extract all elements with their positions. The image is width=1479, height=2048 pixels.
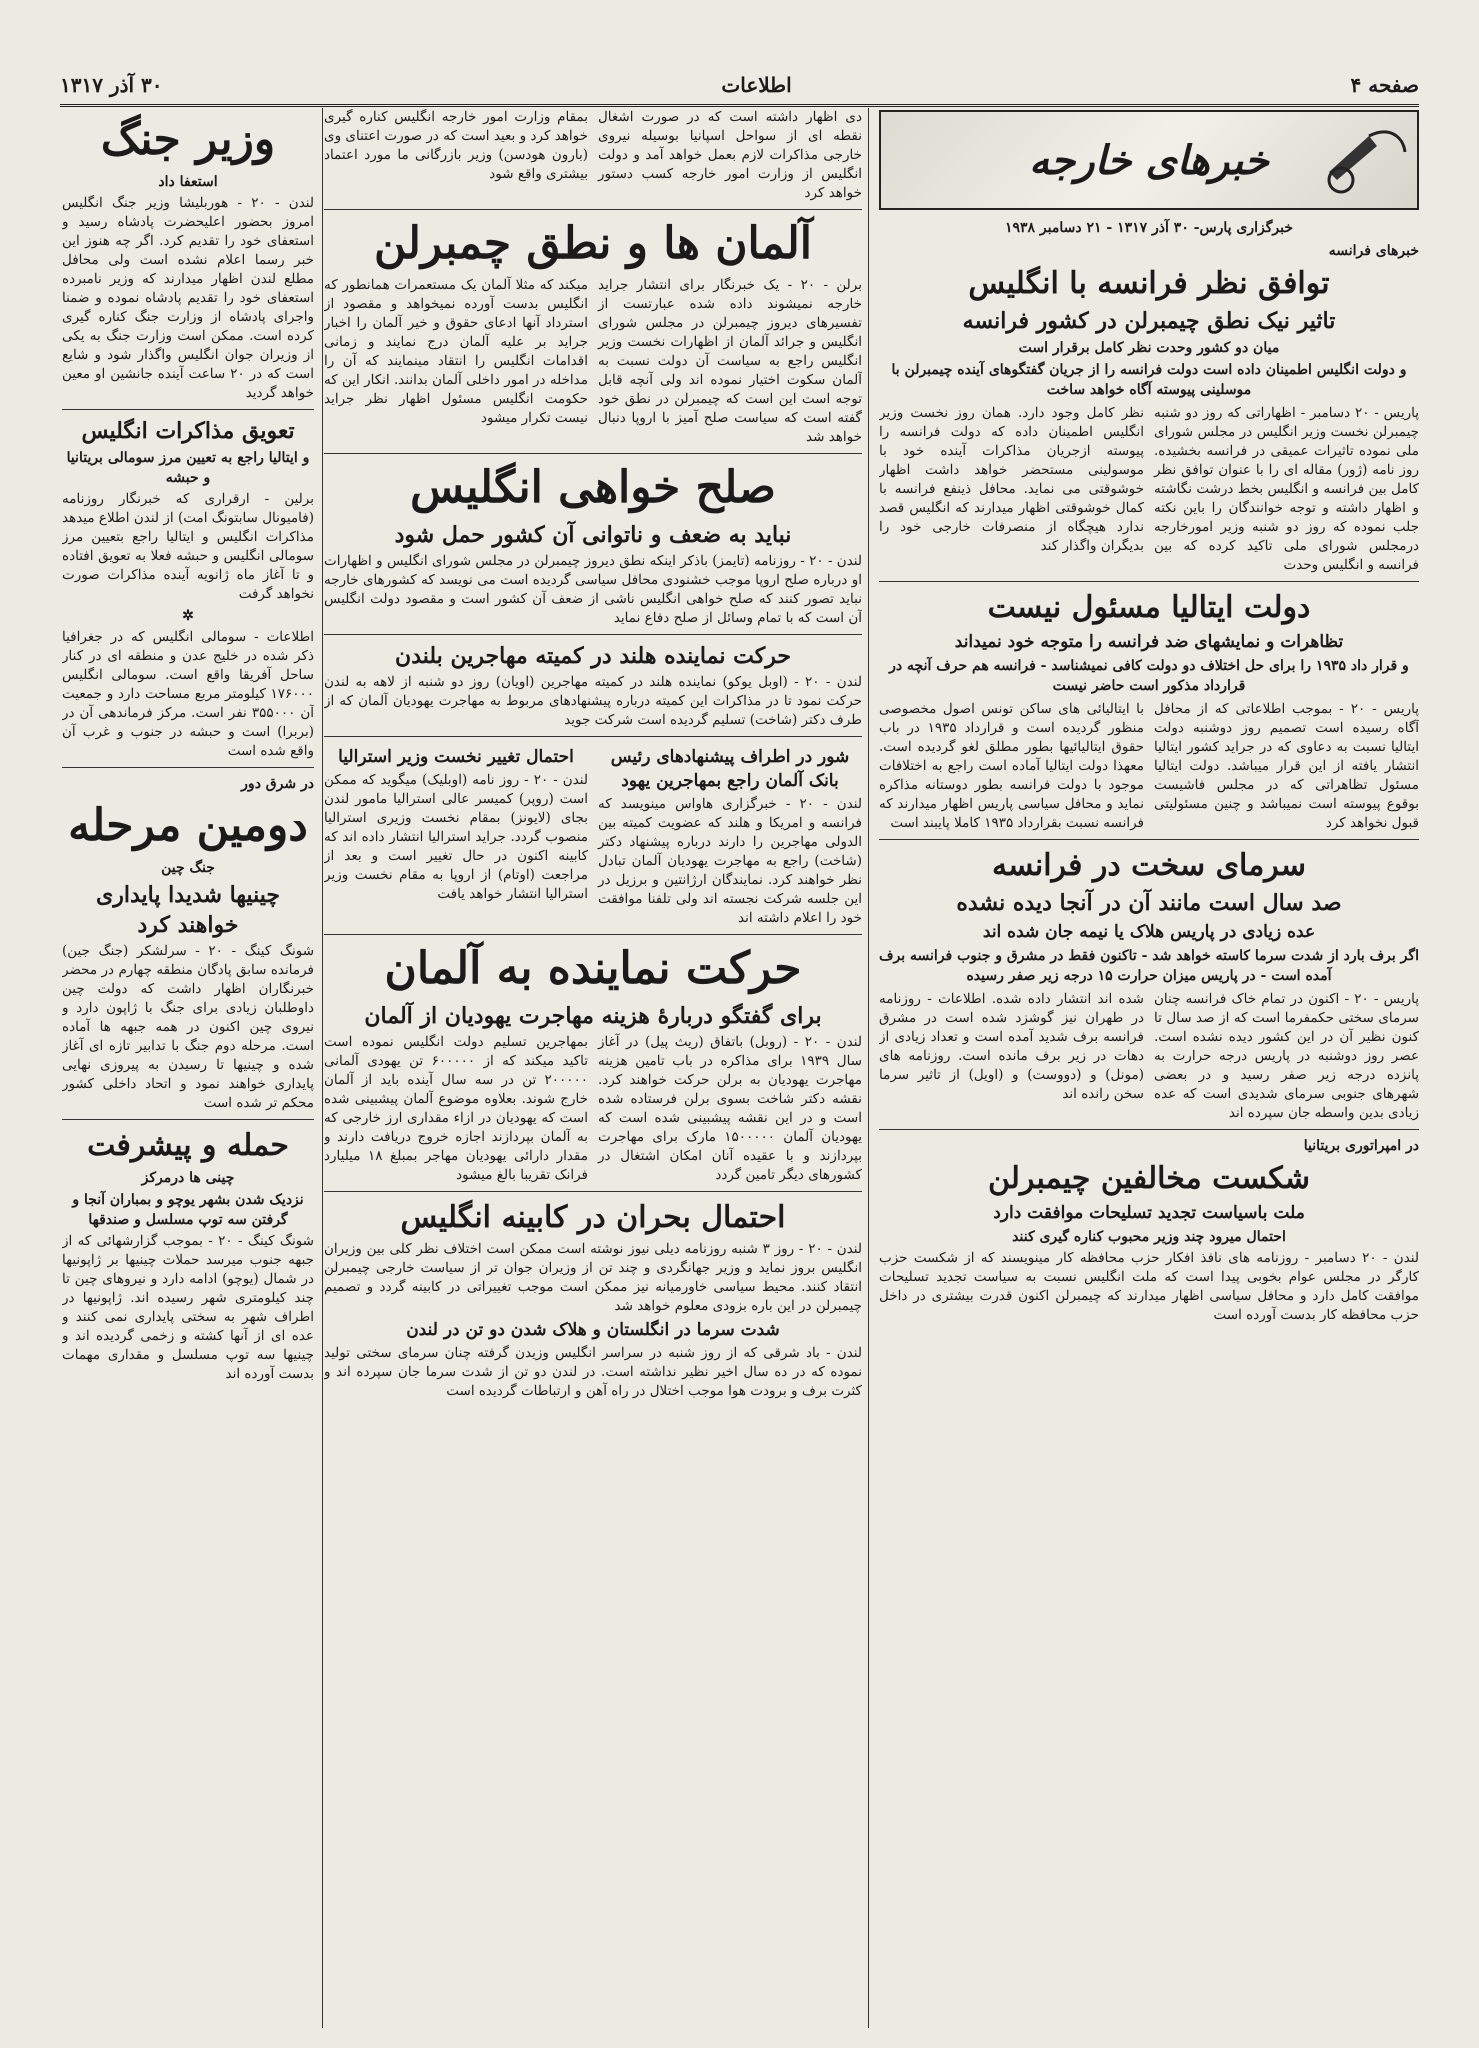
headline: سرمای سخت در فرانسه: [992, 848, 1306, 883]
body-text: برلین - ارقراری که خبرنگار روزنامه (فامیونال سابتونگ امت) از لندن اطلاع میدهد مذاکرات انگلیس و ایتالیا راجع بتعیین مرز سومالی انگلیس و حبشه فعلا به تعویق افتاده و تا آغاز ماه ژانویه آینده مذاکرات صورت نخواهد گرفت: [62, 491, 314, 602]
gramophone-icon: [1319, 122, 1409, 198]
story-body: [324, 1033, 862, 1185]
story-body: [324, 276, 862, 447]
subheadline: و ایتالیا راجع به تعیین مرز سومالی بریتانیا و حبشه: [66, 450, 310, 486]
divider: [879, 581, 1419, 582]
headline: احتمال بحران در کابینه انگلیس: [400, 1200, 786, 1235]
headline: شکست مخالفین چیمبرلن: [987, 1161, 1311, 1196]
body-text: برلن - ۲۰ - یک خبرنگار برای انتشار جراید خارجه نمیشوند داده شده عبارتست از تفسیرهای دیروز چیمبرلن در مجلس شورای انگلیس و جرائد آلمان از اظهارات نخست وزیر انگلیس راجع به سیاست آن دولت نسبت به آلمان سکوت اختیار نموده اند ولی آنچه قابل توجه است این است که چیمبرلن در نطق خود گفته است که سیاست صلح آمیز با اروپا دنبال خواهد شد: [598, 277, 862, 445]
deck: چینیها شدیدا پایداری خواهند کرد: [96, 882, 280, 938]
story-body: [324, 108, 862, 203]
subheadline: استعفا داد: [158, 174, 218, 190]
body-text: با ایتالیائی های ساکن تونس اصول مخصوصی منظور گردیده است و قرارداد ۱۹۳۵ در باب حقوق ایتالیائیها بطور مطلق لغو گردیده است. معهذا دولت ایتالیا آماده است راجع به اختلافات موجود با دولت فرانسه بطور دوستانه مذاکره نماید و محافل سیاسی پاریس اظهار میدارند که فرانسه نسبت بقرارداد ۱۹۳۵ کاملا پایبند است: [879, 701, 1144, 831]
body-text: لندن - ۲۰ - روز ۳ شنبه روزنامه دیلی نیوز نوشته است ممکن است اختلاف نظر کلی بین وزیران انگلیس بروز نماید و وزیر جهانگردی و چند تن از وزیران جوان تر از سیاست خارجی چیمبرلن انتقاد کنند. محیط سیاسی خاورمیانه نیز ممکن است موجب تغییراتی در کابینه گردد و تصمیم چیمبرلن در این باره بزودی معلوم خواهد شد: [324, 1241, 862, 1314]
body-text: میکند که مثلا آلمان یک مستعمرات همانطور که انگلیس بدست آورده نمیخواهد و مقصود از استرداد آنها ادعای حقوق و خیر آلمان را اخبار جراید بر علیه آلمان درج نمایند و زمانی اقدامات انگلیس را انتقاد مینمایند که آن را مداخله در امور داخلی آلمان بدانند. انکار این که حکومت انگلیس مسئول اظهار نظر جراید نیست تکرار میشود: [324, 277, 588, 426]
issue-date: ۳۰ آذر ۱۳۱۷: [60, 73, 163, 97]
deck: عده زیادی در پاریس هلاک یا نیمه جان شده اند: [982, 922, 1316, 942]
deck: احتمال میرود چند وزیر محبوب کناره گیری کنند: [1012, 1229, 1286, 1245]
body-text: شونگ کینگ - ۲۰ - سرلشکر (جنگ جین) فرمانده سابق پادگان منطقه چهارم در محضر خبرنگاران اظهار داشت که دولت چین داوطلبان زیادی برای جنگ با ژاپون دارد و نیروی چین اکنون در همه جبهه ها آماده است. مرحله دوم جنگ با تدابیر تازه ای آغاز شده و چینیها تا رسیدن به پیروزی نهایی پایداری خواهند نمود و اتحاد داخلی کشور محکم تر شده است: [62, 943, 314, 1111]
body-text: لندن - ۲۰ - (اوبل یوکو) نماینده هلند در کمیته مهاجرین (اویان) روز دو شنبه از لاهه به لندن حرکت نمود تا در مذاکرات این کمیته درباره پیشنهادهای مربوط به مهاجرت یهودیان آلمان که از طرف دکتر (شاخت) تسلیم گردیده است شرکت جوید: [324, 674, 862, 728]
divider: [324, 634, 862, 635]
deck: اگر برف بارد از شدت سرما کاسته خواهد شد - تاکنون فقط در مشرق و جنوب فرانسه برف آمده است - در پاریس میزان حرارت ۱۵ درجه زیر صفر رسیده: [879, 948, 1419, 984]
column-rule: [868, 108, 869, 2028]
column-rule: [322, 108, 323, 2028]
column-left: [62, 108, 314, 2018]
subheadline: تاثیر نیک نطق چیمبرلن در کشور فرانسه: [962, 308, 1336, 334]
story-pair: [324, 743, 862, 928]
divider: [62, 767, 314, 768]
subheadline: جنگ چین: [161, 860, 215, 876]
foreign-news-banner: [879, 110, 1419, 210]
headline: احتمال تغییر نخست وزیر استرالیا: [338, 747, 574, 767]
subheadline: تظاهرات و نمایشهای ضد فرانسه را متوجه خود نمیداند: [954, 632, 1344, 652]
headline: حمله و پیشرفت: [87, 1128, 289, 1163]
body-text: لندن - ۲۰ - روزنامه (تایمز) باذکر اینکه نطق دیروز چیمبرلن در مجلس شورای انگلیس و اظهارات او درباره صلح اروپا موجب خشنودی محافل سیاسی گردیده است می نویسد که کشورهای خارجه نباید تصور کنند که صلح خواهی انگلیس ناشی از ضعف آن کشور است و مقصود دولت انگلیس آن است که با تمام وسائل از صلح دفاع نماید: [324, 553, 862, 626]
dateline: خبرگزاری پارس- ۳۰ آذر ۱۳۱۷ - ۲۱ دسامبر ۱۹۳۸: [1004, 220, 1294, 236]
section-label: خبرهای فرانسه: [1328, 243, 1419, 259]
body-text: پاریس - ۲۰ دسامبر - اظهاراتی که روز دو شنبه چیمبرلن نخست وزیر انگلیس در مجلس شورای ملی نموده تاثیرات عمیقی در فرانسه بخشیده. روز نامه (ژور) مقاله ای را با عنوان توافق نظر کامل بین فرانسه و انگلیس بخط درشت نگاشته و اظهار داشته و توجه خوانندگان را باین نکته جلب نموده که روز دو شنبه وزیر امورخارجه درمجلس شورای ملی تاکید کرده که بین فرانسه و انگلیس وحدت: [1154, 405, 1419, 573]
headline: حرکت نماینده به آلمان: [384, 943, 802, 994]
body-text: نظر کامل وجود دارد. همان روز نخست وزیر انگلیس اطمینان داده که دولت فرانسه را پیوسته ازجریان مذاکرات آینده خود با موسولینی مستحضر خواهد داشت اظهار خوشوقتی می نماید. محافل ذینفع فرانسه با کمال خوشوقتی اظهار میدارند که انگلیس قصد ندارد هیچگاه از منصرفات خارجی خود را بدیگران واگذار کند: [879, 405, 1144, 554]
story-block: [598, 743, 862, 928]
headline: شور در اطراف پیشنهادهای رئیس بانک آلمان راجع بمهاجرین یهود: [610, 747, 850, 791]
divider: [324, 934, 862, 935]
body-text: اطلاعات - سومالی انگلیس که در جغرافیا ذکر شده در خلیج عدن و منطقه ای در کنار ساحل آفریقا واقع است. سومالی انگلیس ۱۷۶۰۰۰ کیلومتر مربع مساحت دارد و جمعیت آن ۳۵۵۰۰۰ نفر است. مرکز فرماندهی آن در (بربرا) است و حبشه در جنوب و غرب آن واقع شده است: [62, 629, 314, 759]
column-right: [879, 108, 1419, 2018]
divider: [879, 839, 1419, 840]
subheadline: چینی ها درمرکز: [141, 1170, 235, 1186]
headline: تعویق مذاکرات انگلیس: [81, 418, 295, 444]
body-text: لندن - ۲۰ - هوربلیشا وزیر جنگ انگلیس امروز بحضور اعلیحضرت پادشاه رسید و استعفای خود را تقدیم کرد. اگر چه هنوز این خبر رسما اعلام نشده است ولی محافل مطلع لندن اظهار میدارند که وزیر نامبرده استعفای خود را تقدیم پادشاه نموده و ضمنا واجرای پادشاه از وزارت جنگ کناره گیری کرده است. ممکن است وزارت جنگ به یکی از وزیران جوان انگلیس واگذار شود و شایع است که در ۲۰ ساعت آینده جانشین او معین خواهد گردید: [62, 195, 314, 401]
deck: میان دو کشور وحدت نظر کامل برقرار است: [1018, 340, 1280, 356]
divider: [324, 209, 862, 210]
body-text: لندن - ۲۰ - (روبل) باتفاق (ریث پیل) در آغاز سال ۱۹۳۹ برای مذاکره در باب تامین هزینه مهاجرت یهودیان به برلن حرکت خواهند کرد. نقشه دکتر شاخت بسوی برلن فرستاده شده است و در این نقشه پیشبینی شده است که یهودیان آلمان ۱۵۰۰۰۰۰ مارک برای مهاجرت بپردازند و با عقیده آنان امکان اشتغال در کشورهای دیگر تامین گردد: [598, 1034, 862, 1183]
headline: توافق نظر فرانسه با انگلیس: [968, 266, 1330, 301]
column-middle: [324, 108, 862, 2018]
subheadline: صد سال است مانند آن در آنجا دیده نشده: [956, 890, 1342, 916]
headline: آلمان ها و نطق چمبرلن: [373, 218, 813, 269]
body-text: لندن - ۲۰ - روز نامه (اوبلیک) میگوید که ممکن است (روپر) کمیسر عالی استرالیا مامور لندن بجای (لایونز) بمقام نخست وزیری استرالیا منصوب گردد. جراید استرالیا انتشار داده اند که کابینه اکنون در حال تغییر است و بعد از مراجعت (اوتام) از اروپا به مقام نخست وزیر استرالیا انتشار خواهد یافت: [324, 772, 588, 902]
paper-name: اطلاعات: [721, 73, 792, 97]
running-header: [60, 70, 1419, 107]
section-label: در شرق دور: [241, 776, 314, 792]
headline: شدت سرما در انگلستان و هلاک شدن دو تن در لندن: [406, 1320, 780, 1340]
body-text: بمقام وزارت امور خارجه انگلیس کناره گیری خواهد کرد و بعید است که در صورت اعتنای وی (بارون هودسن) وزیر بازرگانی ما مورد اعتماد بیشتری واقع شود: [324, 109, 588, 182]
subheadline: ملت باسیاست تجدید تسلیحات موافقت دارد: [993, 1203, 1305, 1223]
story-body: [879, 404, 1419, 575]
story-body: [879, 990, 1419, 1123]
divider: [62, 1119, 314, 1120]
body-text: پاریس - ۲۰ - اکنون در تمام خاک فرانسه چنان سرمای سختی حکمفرما است که از صد سال تا کنون نظیر آن در این کشور دیده نشده است. عصر روز دوشنبه در پاریس درجه حرارت به پانزده درجه زیر صفر رسید و در بعضی شهرهای جنوبی سرمای شدیدی است که عده زیادی بدین واسطه جان سپرده اند: [1154, 991, 1419, 1121]
deck: نزدیک شدن بشهر یوچو و بمباران آنجا و گرفتن سه توپ مسلسل و صندقها: [72, 1192, 304, 1228]
body-text: لندن - ۲۰ - خبرگزاری هاواس مینویسد که فرانسه و امریکا و هلند که عضویت کمیته بین الدولی مهاجرین را دارند درباره پیشنهاد دکتر (شاخت) راجع به مهاجرت یهودیان آلمان تبادل نظر خواهند کرد. نمایندگان ارژانتین و برزیل در این جلسه شرکت نجسته اند ولی تلفنا موافقت خود را اعلام داشته اند: [598, 796, 862, 926]
subheadline: برای گفتگو دربارهٔ هزینه مهاجرت یهودیان از آلمان: [364, 1003, 822, 1029]
body-text: پاریس - ۲۰ - بموجب اطلاعاتی که از محافل آگاه رسیده است تصمیم روز دوشنبه دولت ایتالیا نسبت به دعاوی که در جراید کشور ایتالیا انتشار یافته از این قرار میباشد. دولت ایتالیا مسئول تظاهراتی که در مجلس فاشیست بوقوع پیوسته است نمیباشد و چنین مسئولیتی قبول نخواهد کرد: [1154, 701, 1419, 831]
divider: [879, 1129, 1419, 1130]
body-text: لندن - باد شرقی که از روز شنبه در سراسر انگلیس وزیدن گرفته چنان سرمای سختی تولید نموده که در ده سال اخیر نظیر نداشته است. در لندن دو تن از شدت سرما جان سپرده اند و کثرت برف و برودت هوا موجب اختلال در راه آهن و ارتباطات گردیده است: [324, 1345, 862, 1399]
headline: حرکت نماینده هلند در کمیته مهاجرین بلندن: [395, 643, 791, 669]
banner-title: خبرهای خارجه: [1029, 136, 1269, 184]
story-block: [324, 743, 588, 928]
deck: و دولت انگلیس اطمینان داده است دولت فرانسه را از جریان گفتگوهای آینده چیمبرلن با موسلینی پیوسته آگاه خواهد ساخت: [891, 362, 1407, 398]
body-text: بمهاجرین تسلیم دولت انگلیس نموده است تاکید میکند که از ۶۰۰۰۰۰ تن یهودی آلمانی ۲۰۰۰۰۰ تن در سه سال آینده باید از آلمان خارج شوند. بعلاوه موضوع آلمان پیشبینی شده است که یهودیان در ازاء مقداری ارز خارجی که به آلمان بپردازند اجازه خروج دریافت دارند و مقدار دارائی یهودیان مهاجر بمبلغ ۱۸ میلیارد فرانک تقریبا بالغ میشود: [324, 1034, 588, 1183]
page-number: صفحه ۴: [1350, 73, 1419, 97]
headline: دولت ایتالیا مسئول نیست: [987, 590, 1311, 625]
section-label: در امپراتوری بریتانیا: [1303, 1138, 1419, 1154]
deck: و قرار داد ۱۹۳۵ را برای حل اختلاف دو دولت کافی نمیشناسد - فرانسه هم حرف آنچه در قرارداد مذکور است حاضر نیست: [889, 658, 1409, 694]
star-separator: ✲: [182, 608, 194, 624]
headline: صلح خواهی انگلیس: [410, 462, 776, 513]
divider: [62, 409, 314, 410]
divider: [324, 453, 862, 454]
body-text: شده اند انتشار داده شده. اطلاعات - روزنامه در طهران نیز گوشزد شده است در مشرق فرانسه برف شدید آمده است و تعداد زیادی از دهات در زیر برف مانده است. روزنامه های (مونل) و (دووست) و (اویل) از تاثیر سرما سخن رانده اند: [879, 991, 1144, 1102]
story-body: [879, 700, 1419, 833]
subheadline: نباید به ضعف و ناتوانی آن کشور حمل شود: [394, 522, 792, 548]
body-text: دی اظهار داشته است که در صورت اشغال نقطه ای از سواحل اسپانیا بوسیله نیروی خارجی مذاکرات لازم بعمل خواهد آمد و دولت انگلیس از وزارت امور خارجه کسب دستور خواهد کرد: [598, 109, 862, 201]
divider: [324, 1191, 862, 1192]
body-text: لندن - ۲۰ دسامبر - روزنامه های نافذ افکار حزب محافظه کار مینویسند که از شکست حزب کارگر در مجلس عوام بخوبی پیدا است که ملت انگلیس نسبت به سیاست تجدید تسلیحات موافقت کامل دارد و محافل سیاسی اظهار میدارند که چیمبرلن اکنون قدرت بیشتری در داخل حزب محافظه کار بدست آورده است: [879, 1250, 1419, 1323]
divider: [324, 736, 862, 737]
headline: دومین مرحله: [68, 800, 308, 851]
body-text: شونگ کینگ - ۲۰ - بموجب گزارشهائی که از جبهه جنوب میرسد حملات چینیها بر ژاپونیها در شمال (یوچو) ادامه دارد و نیروهای چین تا چند کیلومتری شهر رسیده اند. ژاپونیها در اطراف شهر به سختی پایداری نمی کنند و عده ای از آنها کشته و زخمی گردیده اند و چینیها سه توپ مسلسل و مقداری مهمات بدست آورده اند: [62, 1233, 314, 1382]
headline: وزیر جنگ: [100, 114, 276, 165]
